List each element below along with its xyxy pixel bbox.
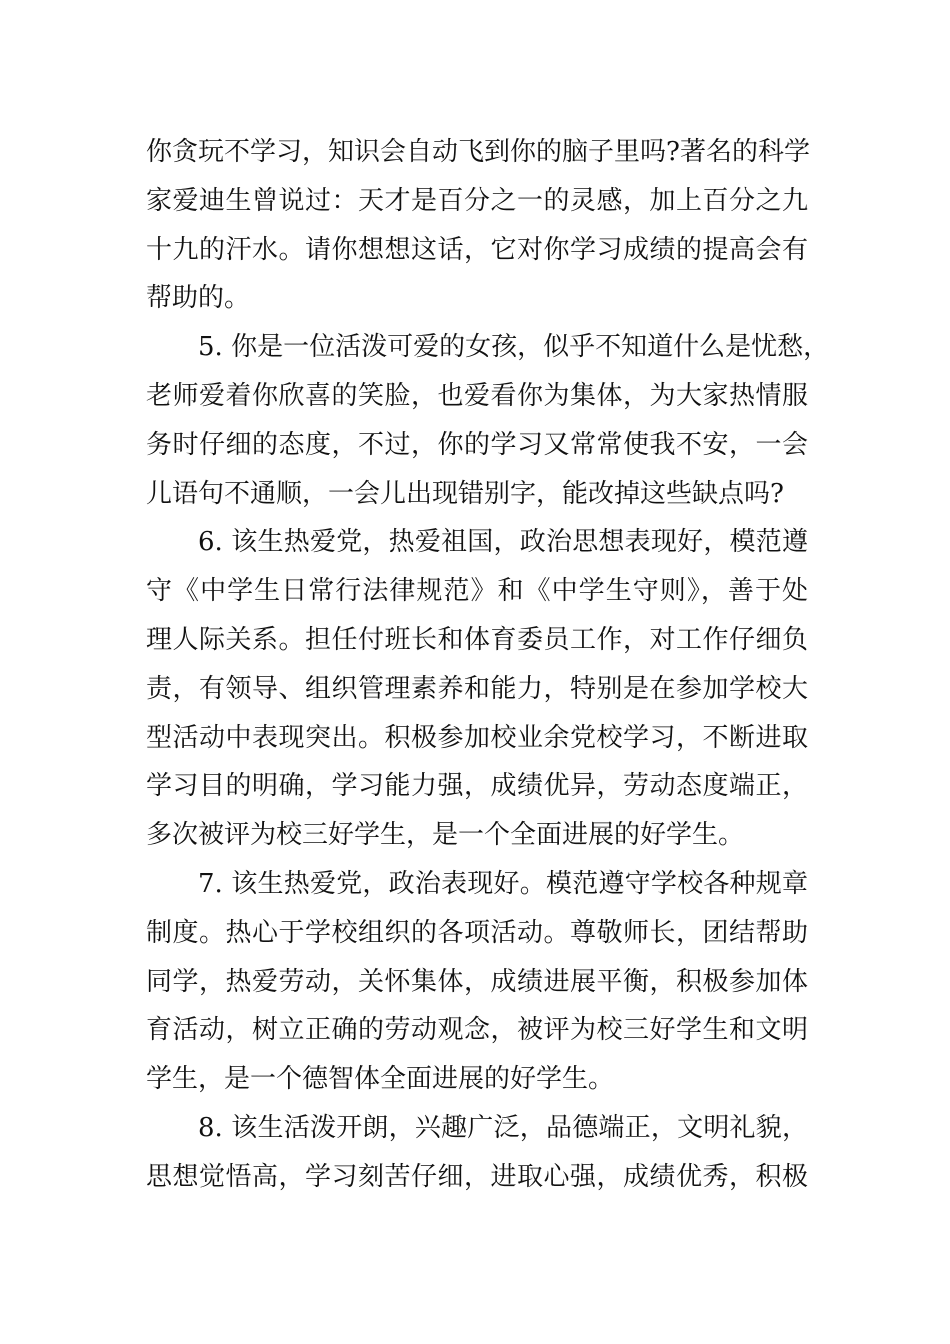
text-line: 同学，热爱劳动，关怀集体，成绩进展平衡，积极参加体 [146, 966, 808, 997]
text-line: 型活动中表现突出。积极参加校业余党校学习，不断进取 [146, 722, 808, 753]
text-line: 8. 该生活泼开朗，兴趣广泛，品德端正，文明礼貌， [198, 1112, 808, 1143]
text-line: 学生，是一个德智体全面进展的好学生。 [146, 1064, 615, 1095]
text-line: 十九的汗水。请你想想这话，它对你学习成绩的提高会有 [146, 234, 808, 265]
text-line: 儿语句不通顺，一会儿出现错别字，能改掉这些缺点吗? [146, 478, 784, 509]
text-line: 帮助的。 [146, 283, 251, 314]
body-text [146, 128, 830, 1202]
text-line: 制度。热心于学校组织的各项活动。尊敬师长，团结帮助 [146, 917, 808, 948]
text-line: 理人际关系。担任付班长和体育委员工作，对工作仔细负 [146, 624, 808, 655]
text-line: 育活动，树立正确的劳动观念，被评为校三好学生和文明 [146, 1015, 808, 1046]
text-line: 家爱迪生曾说过：天才是百分之一的灵感，加上百分之九 [146, 185, 808, 216]
text-line: 老师爱着你欣喜的笑脸，也爱看你为集体，为大家热情服 [146, 380, 808, 411]
text-line: 你贪玩不学习，知识会自动飞到你的脑子里吗?著名的科学 [146, 137, 810, 167]
text-line: 5. 你是一位活泼可爱的女孩，似乎不知道什么是忧愁， [198, 332, 830, 363]
text-line: 守《中学生日常行法律规范》和《中学生守则》，善于处 [146, 576, 808, 607]
text-line: 7. 该生热爱党，政治表现好。模范遵守学校各种规章 [198, 868, 808, 899]
text-line: 务时仔细的态度，不过，你的学习又常常使我不安，一会 [146, 429, 808, 460]
text-line: 学习目的明确，学习能力强，成绩优异，劳动态度端正， [146, 771, 808, 802]
text-line: 6. 该生热爱党，热爱祖国，政治思想表现好，模范遵 [198, 527, 808, 558]
text-line: 思想觉悟高，学习刻苦仔细，进取心强，成绩优秀，积极 [146, 1161, 808, 1192]
text-line: 责，有领导、组织管理素养和能力，特别是在参加学校大 [146, 673, 808, 704]
text-line: 多次被评为校三好学生，是一个全面进展的好学生。 [146, 820, 745, 851]
